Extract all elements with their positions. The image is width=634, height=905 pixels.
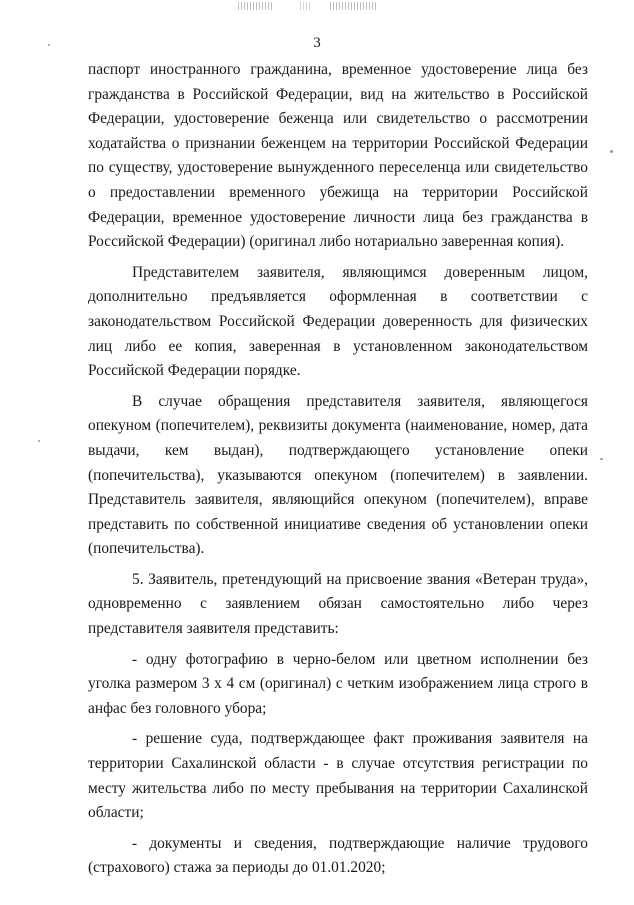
paragraph-item-5: 5. Заявитель, претендующий на присвоение звания «Ветеран труда», одновременно с заявлением обязан самостоятельно либо через представителя заявителя представить: [88, 570, 588, 638]
document-body [88, 58, 588, 881]
paragraph-trusted-representative: Представителем заявителя, являющимся доверенным лицом, дополнительно предъявляется оформленная в соответствии с законодательством Российской Федерации доверенность для физических лиц либо ее копия, заверенная в установленном законодательством Российской Федерации порядке. [88, 263, 588, 380]
list-item-court-decision: - решение суда, подтверждающее факт проживания заявителя на территории Сахалинской области - в случае отсутствия регистрации по месту жительства либо по месту пребывания на территории Сахалинской области; [88, 730, 588, 822]
scan-speck [600, 458, 603, 460]
paragraph-identity-documents: паспорт иностранного гражданина, временное удостоверение лица без гражданства в Российской Федерации, вид на жительство в Российской Федерации, удостоверение беженца или свидетельство о рассмотрении ходатайства о признании беженцем на территории Российской Федерации по существу, удостоверение вынужденного переселенца или свидетельство о предоставлении временного убежища на территории Российской Федерации, временное удостоверение личности лица без гражданства в Российской Федерации) (оригинал либо нотариально заверенная копия). [88, 61, 588, 251]
scan-speck [38, 440, 40, 442]
scan-speck [610, 150, 613, 153]
list-item-photo: - одну фотографию в черно-белом или цветном исполнении без уголка размером 3 х 4 см (оригинал) с четким изображением лица строго в анфас без головного убора; [88, 650, 588, 717]
scan-artifact [300, 2, 312, 10]
scan-artifact [238, 2, 272, 10]
paragraph-guardian-representative: В случае обращения представителя заявителя, являющегося опекуном (попечителем), реквизиты документа (наименование, номер, дата выдачи, кем выдан), подтверждающего установление опеки (попечительства), указываются опекуном (попечителем) в заявлении. Представитель заявителя, являющийся опекуном (попечителем), вправе представить по собственной инициативе сведения об установлении опеки (попечительства). [88, 392, 588, 558]
page-number: 3 [313, 35, 321, 51]
list-item-work-experience: - документы и сведения, подтверждающие наличие трудового (страхового) стажа за периоды до 01.01.2020; [88, 834, 588, 877]
scan-artifact [330, 2, 378, 10]
